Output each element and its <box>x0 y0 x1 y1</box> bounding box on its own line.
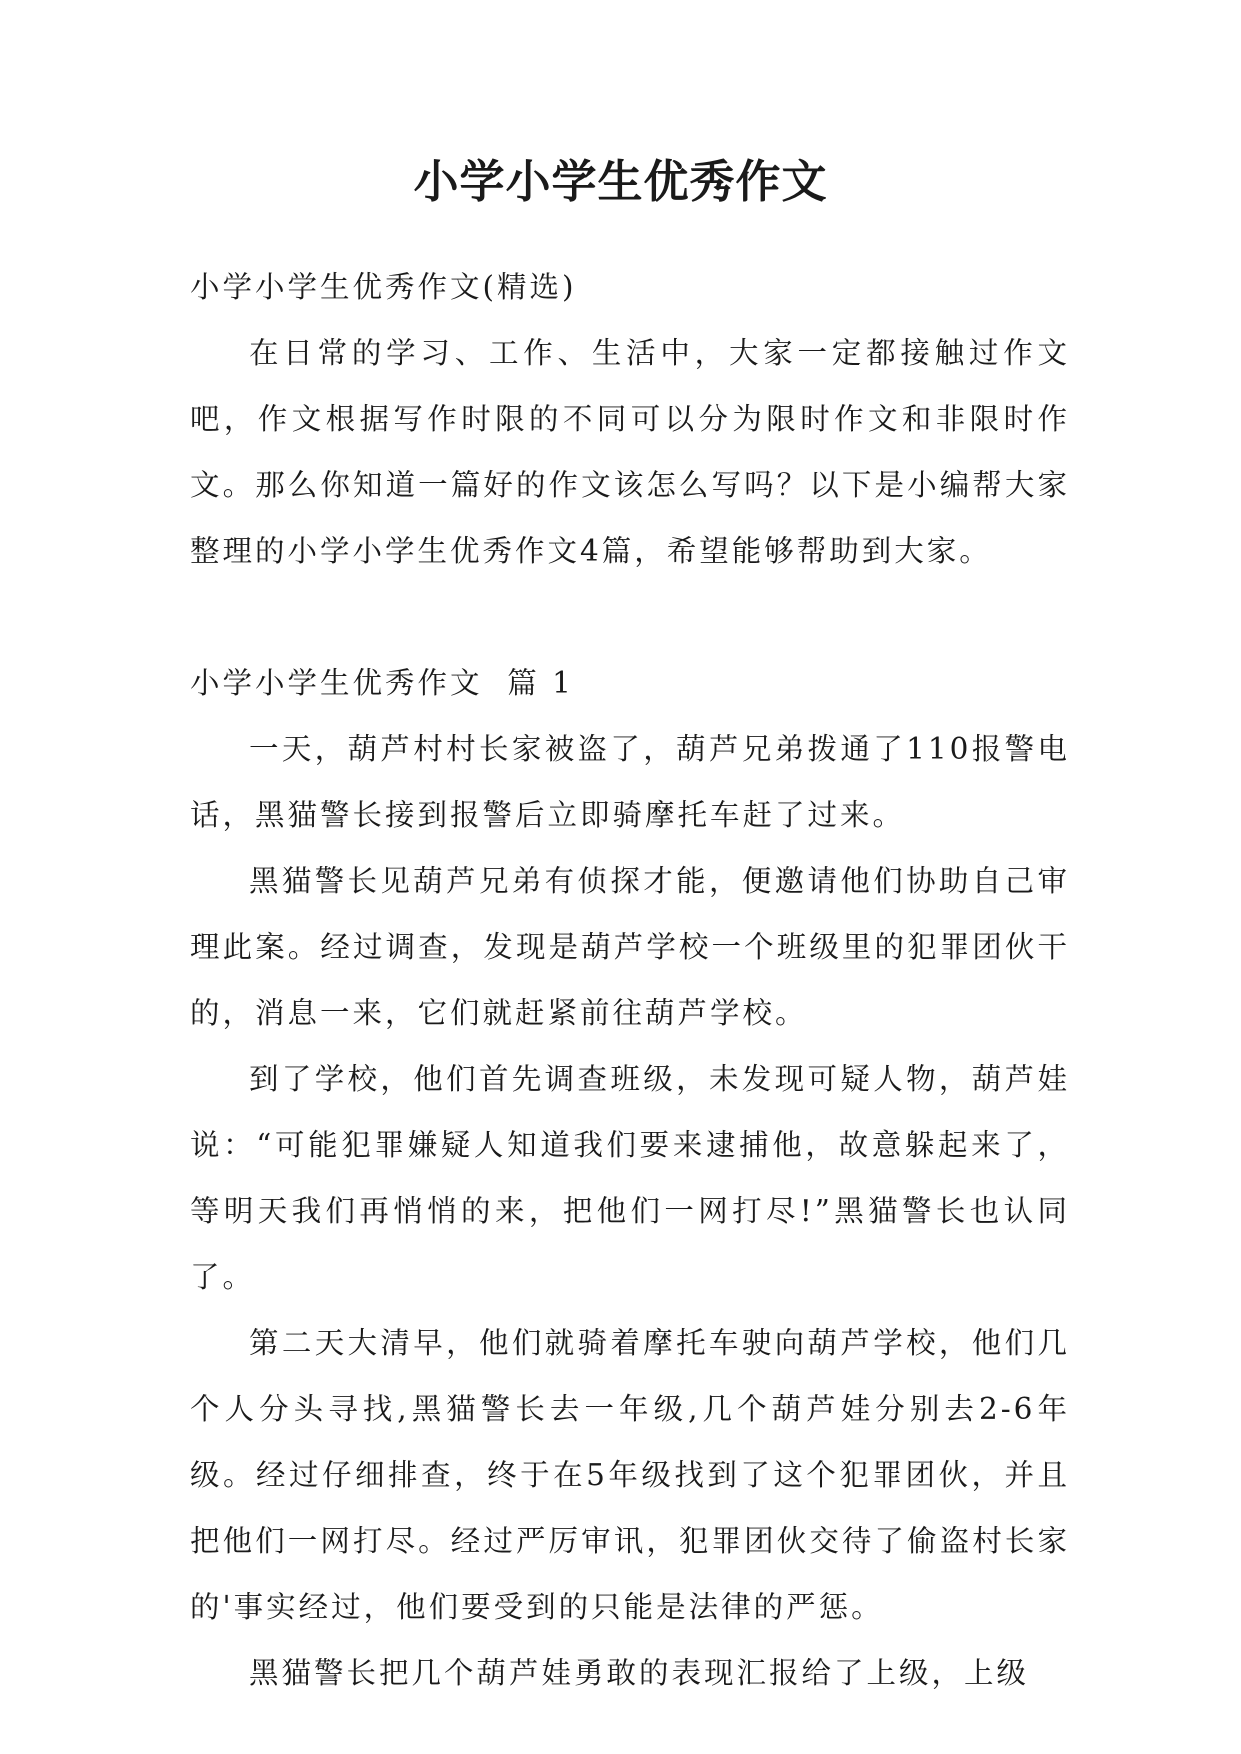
body-paragraph: 到了学校，他们首先调查班级，未发现可疑人物，葫芦娃说：“可能犯罪嫌疑人知道我们要来逮捕他，故意躲起来了，等明天我们再悄悄的来，把他们一网打尽!”黑猫警长也认同了。 <box>190 1062 1070 1294</box>
body-paragraph: 第二天大清早，他们就骑着摩托车驶向葫芦学校，他们几个人分头寻找,黑猫警长去一年级,几个葫芦娃分别去2-6年级。经过仔细排查，终于在5年级找到了这个犯罪团伙，并且把他们一网打尽。经过严厉审讯，犯罪团伙交待了偷盗村长家的'事实经过，他们要受到的只能是法律的严惩。 <box>190 1326 1070 1624</box>
body-paragraph: 一天，葫芦村村长家被盗了，葫芦兄弟拨通了110报警电话，黑猫警长接到报警后立即骑摩托车赶了过来。 <box>190 732 1070 832</box>
intro-paragraph: 在日常的学习、工作、生活中，大家一定都接触过作文吧，作文根据写作时限的不同可以分为限时作文和非限时作文。那么你知道一篇好的作文该怎么写吗？以下是小编帮大家整理的小学小学生优秀作文4篇，希望能够帮助到大家。 <box>190 336 1070 568</box>
document-title: 小学小学生优秀作文 <box>413 155 828 208</box>
document-body <box>190 254 1070 1706</box>
section-heading: 小学小学生优秀作文 篇 1 <box>190 666 574 700</box>
body-paragraph: 黑猫警长见葫芦兄弟有侦探才能，便邀请他们协助自己审理此案。经过调查，发现是葫芦学校一个班级里的犯罪团伙干的，消息一来，它们就赶紧前往葫芦学校。 <box>190 864 1070 1030</box>
body-paragraph: 黑猫警长把几个葫芦娃勇敢的表现汇报给了上级，上级 <box>249 1656 1030 1690</box>
document-subtitle: 小学小学生优秀作文(精选) <box>190 270 577 304</box>
